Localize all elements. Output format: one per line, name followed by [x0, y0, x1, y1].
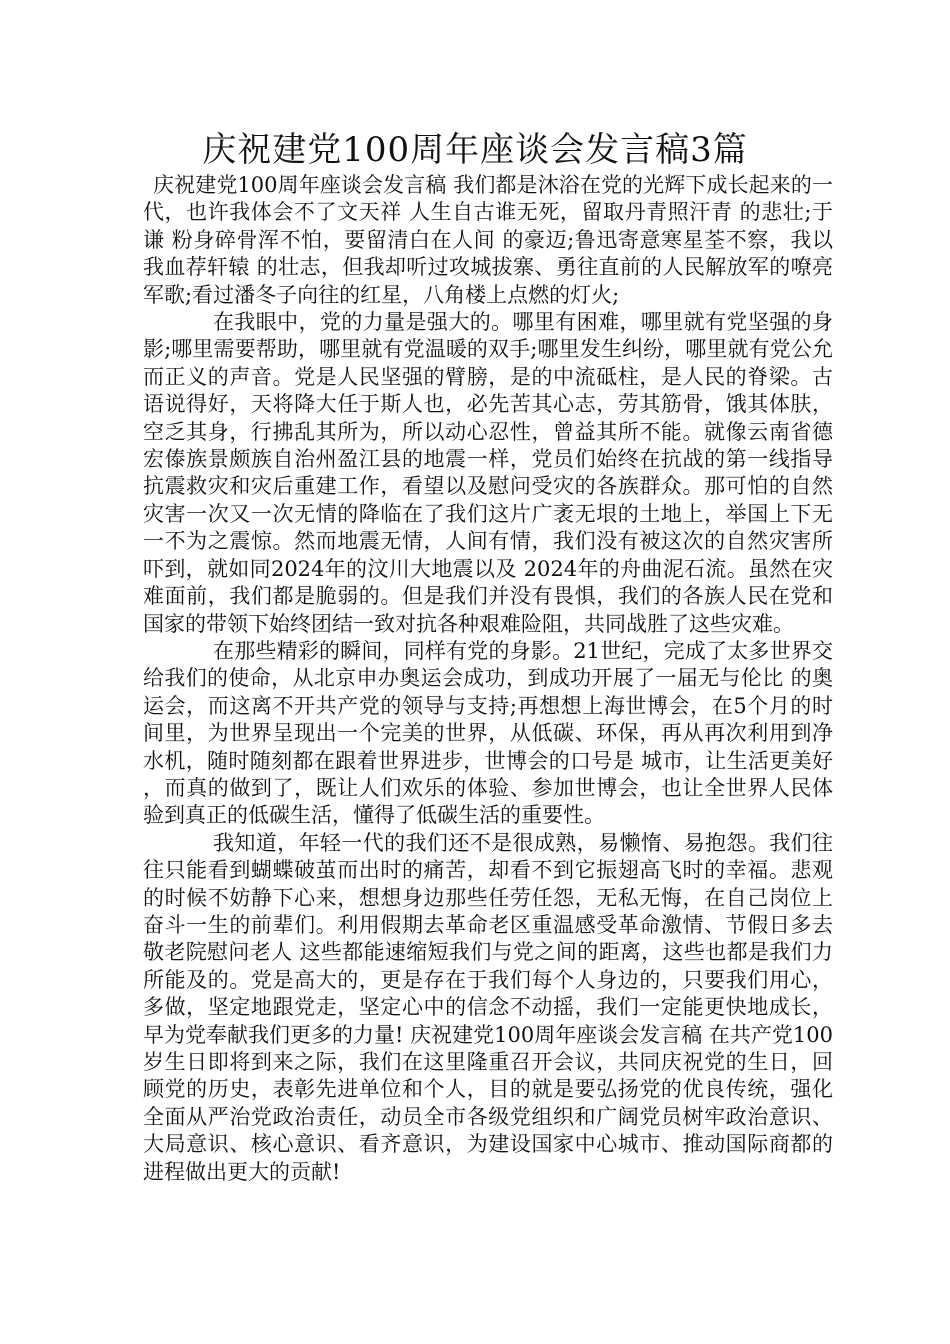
- document-body: [143, 172, 833, 1186]
- paragraph-brilliant-moments: 在那些精彩的瞬间，同样有党的身影。21世纪，完成了太多世界交给我们的使命，从北京申办奥运会成功，到成功开展了一届无与伦比 的奥运会，而这离不开共产党的领导与支持;再想想上海世博会，在5个月的时间里，为世界呈现出一个完美的世界，从低碳、环保，再从再次利用到净水机，随时随刻都在跟着世界进步，世博会的口号是 城市，让生活更美好 ，而真的做到了，既让人们欢乐的体验、参加世博会，也让全世界人民体验到真正的低碳生活，懂得了低碳生活的重要性。: [143, 638, 833, 828]
- paragraph-party-strength: 在我眼中，党的力量是强大的。哪里有困难，哪里就有党坚强的身影;哪里需要帮助，哪里就有党温暖的双手;哪里发生纠纷，哪里就有党公允而正义的声音。党是人民坚强的臂膀，是的中流砥柱，是人民的脊梁。古语说得好，天将降大任于斯人也，必先苦其心志，劳其筋骨，饿其体肤，空乏其身，行拂乱其所为，所以动心忍性，曾益其所不能。就像云南省德宏傣族景颇族自治州盈江县的地震一样，党员们始终在抗战的第一线指导抗震救灾和灾后重建工作，看望以及慰问受灾的各族群众。那可怕的自然灾害一次又一次无情的降临在了我们这片广袤无垠的土地上，举国上下无一不为之震惊。然而地震无情，人间有情，我们没有被这次的自然灾害所吓到，就如同2024年的汶川大地震以及 2024年的舟曲泥石流。虽然在灾难面前，我们都是脆弱的。但是我们并没有畏惧，我们的各族人民在党和国家的带领下始终团结一致对抗各种艰难险阻，共同战胜了这些灾难。: [143, 310, 833, 636]
- paragraph-young-generation: 我知道，年轻一代的我们还不是很成熟，易懒惰、易抱怨。我们往往只能看到蝴蝶破茧而出时的痛苦，却看不到它振翅高飞时的幸福。悲观的时候不妨静下心来，想想身边那些任劳任怨，无私无悔，在自己岗位上奋斗一生的前辈们。利用假期去革命老区重温感受革命激情、节假日多去敬老院慰问老人 这些都能速缩短我们与党之间的距离，这些也都是我们力所能及的。党是高大的，更是存在于我们每个人身边的，只要我们用心，多做，坚定地跟党走，坚定心中的信念不动摇，我们一定能更快地成长，早为党奉献我们更多的力量! 庆祝建党100周年座谈会发言稿 在共产党100岁生日即将到来之际，我们在这里隆重召开会议，共同庆祝党的生日，回顾党的历史，表彰先进单位和个人，目的就是要弘扬党的优良传统，强化全面从严治党政治责任，动员全市各级党组织和广阔党员树牢政治意识、大局意识、核心意识、看齐意识，为建设国家中心城市、推动国际商都的进程做出更大的贡献!: [143, 830, 833, 1184]
- paragraph-intro: 庆祝建党100周年座谈会发言稿 我们都是沐浴在党的光辉下成长起来的一代，也许我体会不了文天祥 人生自古谁无死，留取丹青照汗青 的悲壮;于谦 粉身碎骨浑不怕，要留清白在人间 的豪迈;鲁迅寄意寒星荃不察，我以我血荐轩辕 的壮志，但我却听过攻城拔寨、勇往直前的人民解放军的嘹亮军歌;看过潘冬子向往的红星，八角楼上点燃的灯火;: [143, 173, 833, 307]
- document-title: 庆祝建党100周年座谈会发言稿3篇: [202, 130, 748, 170]
